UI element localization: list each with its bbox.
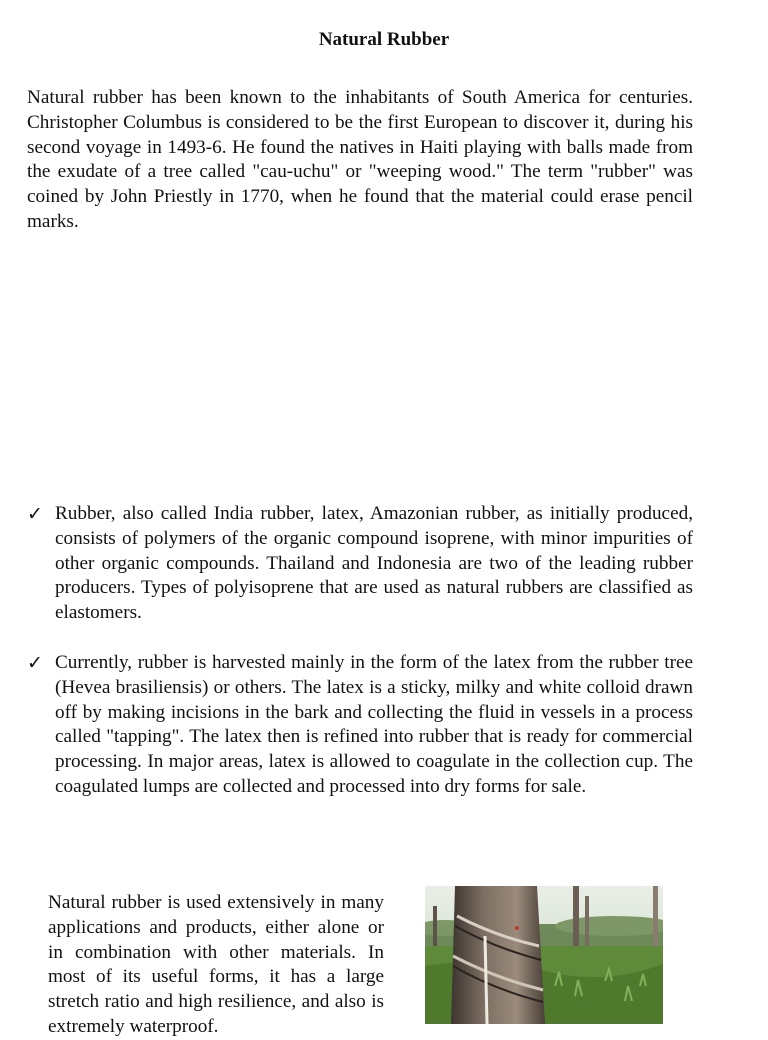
bullet-list bbox=[27, 502, 693, 825]
bullet-item bbox=[27, 651, 693, 800]
rubber-tree-tapping-icon bbox=[425, 886, 663, 1024]
rubber-tree-photo bbox=[425, 886, 663, 1024]
checkmark-icon: ✓ bbox=[27, 651, 43, 674]
bullet-text: Currently, rubber is harvested mainly in the form of the latex from the rubber tree (Hevea brasiliensis) or others. The latex is a sticky, milky and white colloid drawn off by making incisions in the bark and collecting the fluid in vessels in a process called "tapping". The latex then is refined into rubber that is ready for commercial processing. In major areas, latex is allowed to coagulate in the collection cup. The coagulated lumps are collected and processed into dry forms for sale. bbox=[55, 651, 693, 797]
bullet-text: Rubber, also called India rubber, latex, Amazonian rubber, as initially produced, consists of polymers of the organic compound isoprene, with minor impurities of other organic compounds. Thailand and Indonesia are two of the leading rubber producers. Types of polyisoprene that are used as natural rubbers are classified as elastomers. bbox=[55, 503, 693, 624]
page-title: Natural Rubber bbox=[318, 29, 450, 50]
intro-paragraph: Natural rubber has been known to the inhabitants of South America for centuries. Christopher Columbus is considered to be the first European to discover it, during his second voyage in 1493-6. He found the natives in Haiti playing with balls made from the exudate of a tree called "cau-uchu" or "weeping wood." The term "rubber" was coined by John Priestly in 1770, when he found that the material could erase pencil marks. bbox=[27, 87, 693, 232]
bullet-item bbox=[27, 502, 693, 626]
checkmark-icon: ✓ bbox=[27, 503, 43, 525]
uses-paragraph: Natural rubber is used extensively in many applications and products, either alone or in combination with other materials. In most of its useful forms, it has a large stretch ratio and high resilience, and also is extremely waterproof. bbox=[48, 892, 384, 1037]
